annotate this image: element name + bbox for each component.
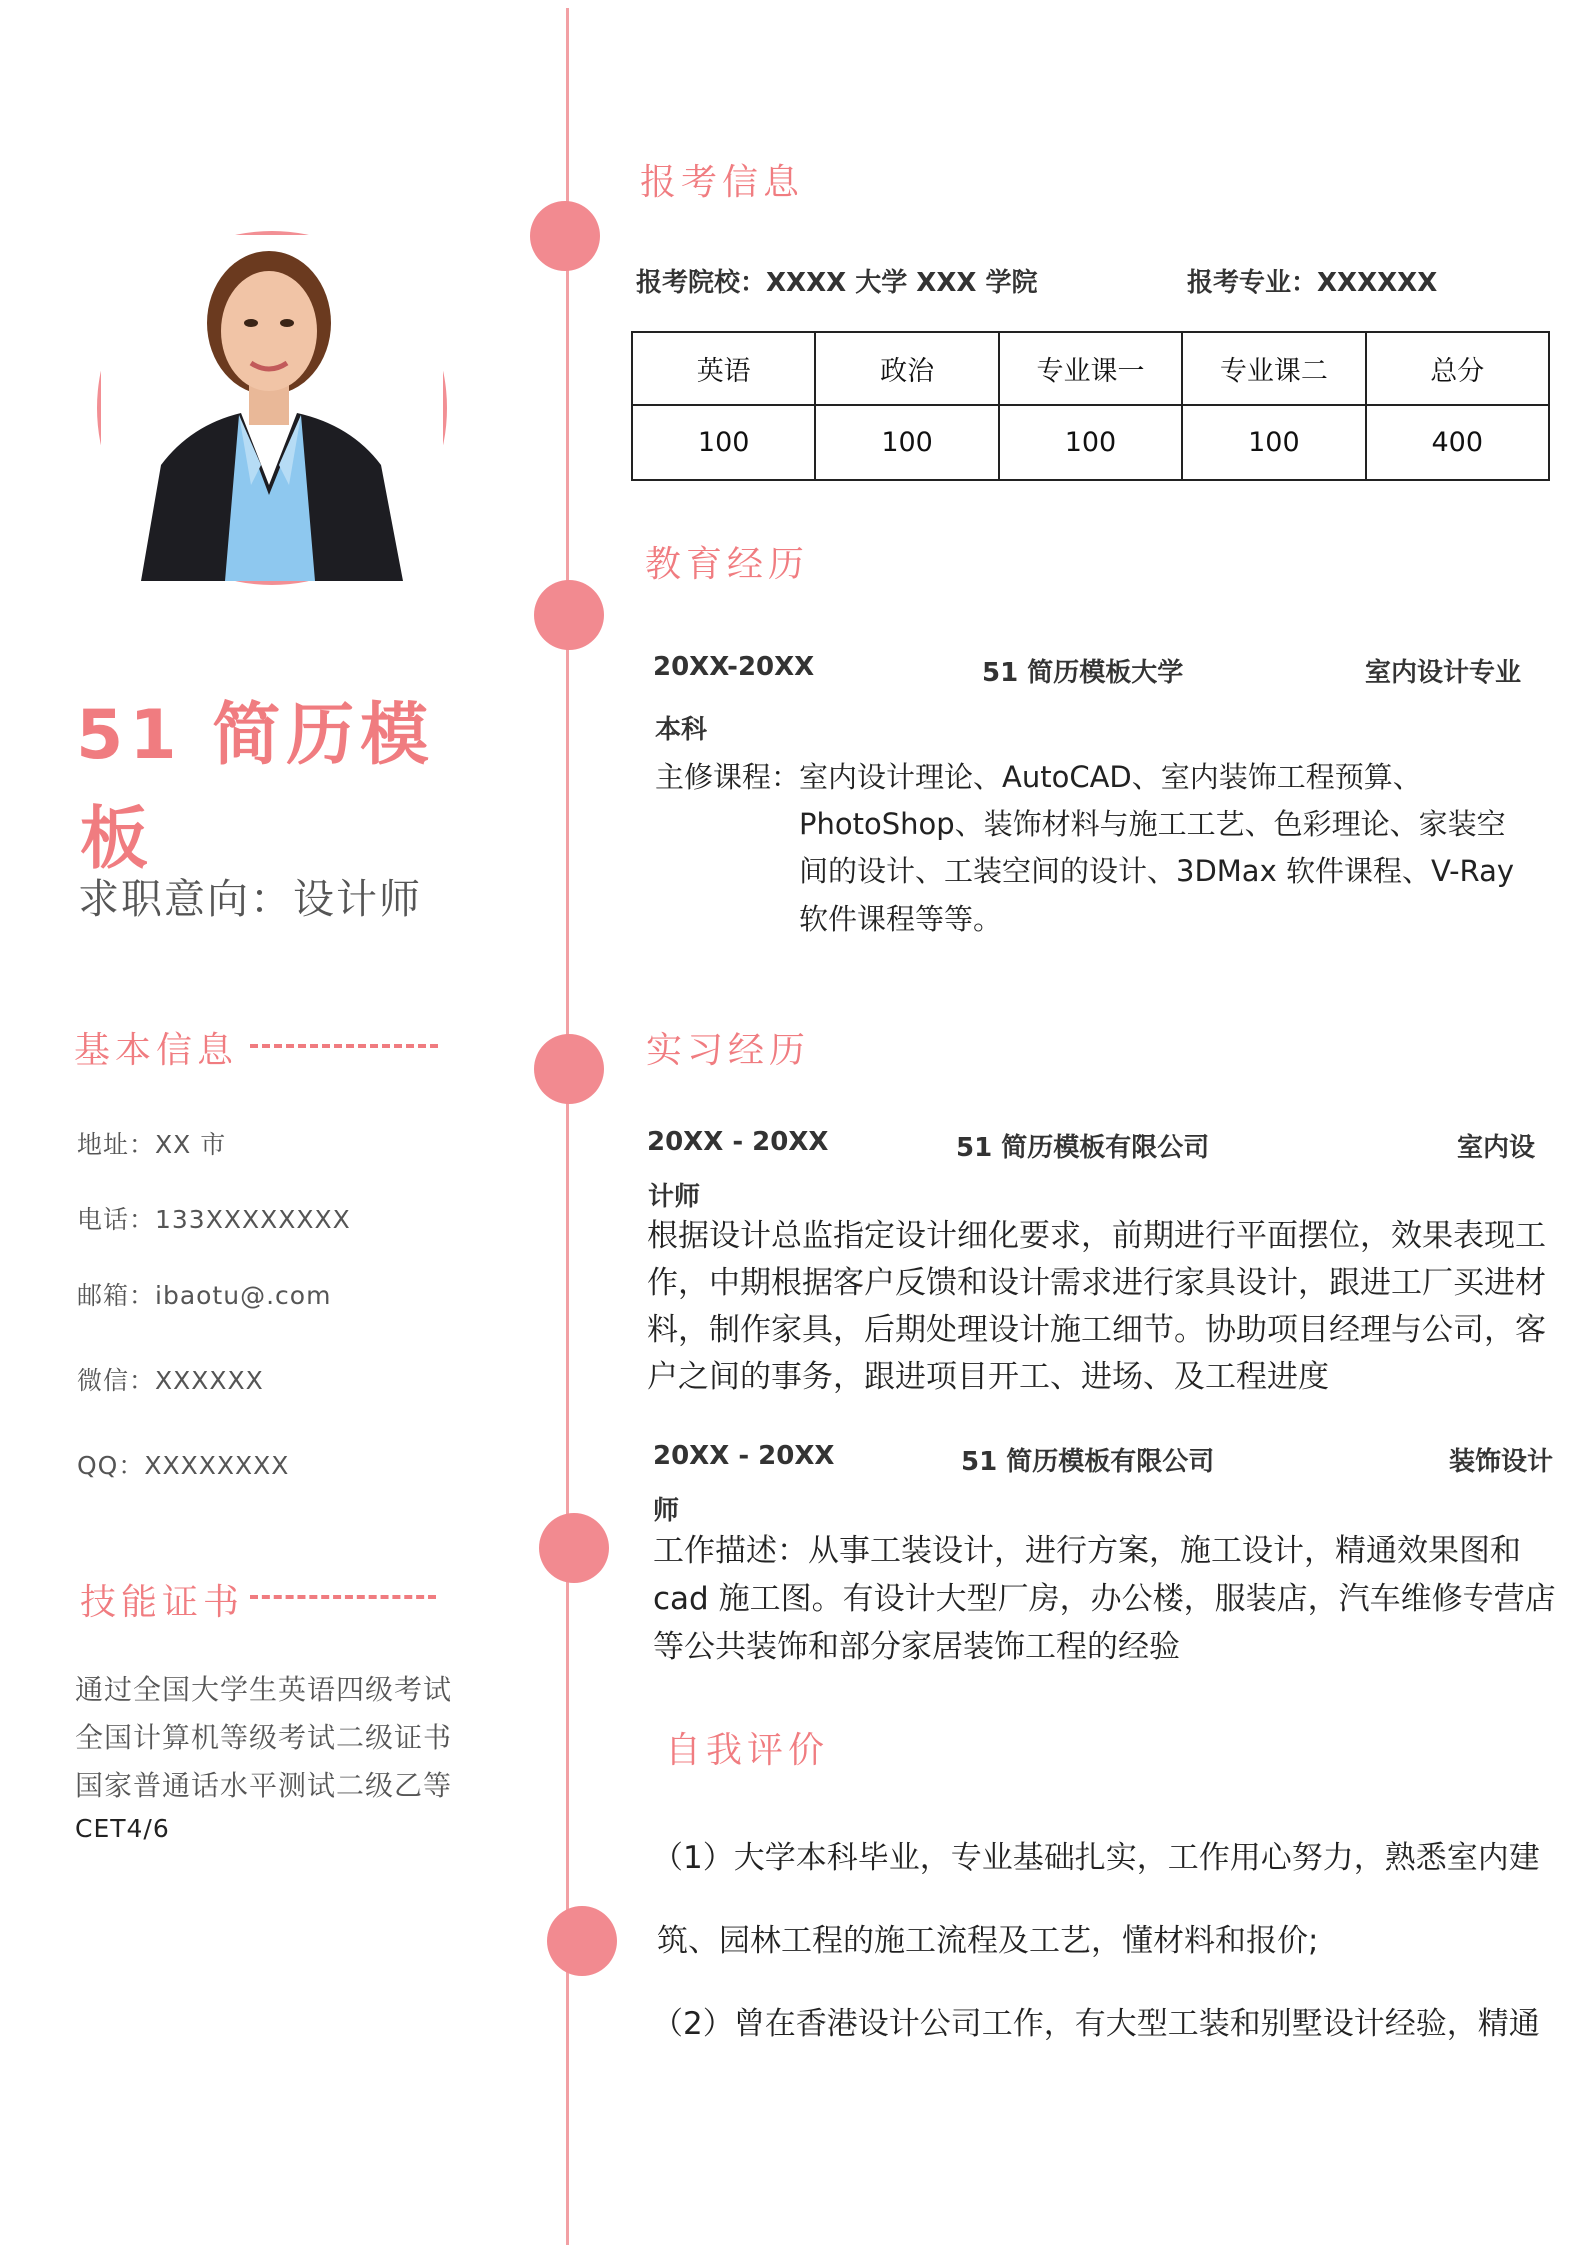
table-cell: 100 — [1182, 405, 1365, 480]
courses-line: PhotoShop、装饰材料与施工工艺、色彩理论、家装空 — [799, 807, 1506, 841]
timeline-dot — [534, 1034, 604, 1104]
skill-item: CET4/6 — [75, 1814, 170, 1843]
table-header: 专业课一 — [999, 332, 1182, 405]
job-line: cad 施工图。有设计大型厂房，办公楼，服装店，汽车维修专营店 — [653, 1581, 1556, 1617]
exam-major: 报考专业：XXXXXX — [1187, 268, 1438, 298]
evaluation-line: （1）大学本科毕业，专业基础扎实，工作用心努力，熟悉室内建 — [652, 1840, 1540, 1876]
job-line: 户之间的事务，跟进项目开工、进场、及工程进度 — [647, 1359, 1329, 1395]
education-title: 教育经历 — [645, 544, 810, 585]
education-period: 20XX-20XX — [653, 652, 815, 682]
score-table — [631, 331, 1550, 481]
table-row — [632, 405, 1549, 480]
job-line: 工作描述：从事工装设计，进行方案，施工设计，精通效果图和 — [653, 1533, 1521, 1569]
job-description — [647, 1213, 1567, 1395]
job-company: 51 简历模板有限公司 — [956, 1133, 1210, 1163]
internship-title: 实习经历 — [646, 1030, 811, 1071]
courses-line: 间的设计、工装空间的设计、3DMax 软件课程、V-Ray — [799, 854, 1515, 888]
wechat: 微信：XXXXXX — [77, 1366, 264, 1395]
job-line: 作，中期根据客户反馈和设计需求进行家具设计，跟进工厂买进材 — [647, 1265, 1546, 1301]
skill-item: 通过全国大学生英语四级考试 — [75, 1673, 453, 1706]
name-line-1: 51 简历模 — [76, 696, 435, 775]
name-line-2: 板 — [80, 800, 149, 879]
portrait-image — [101, 235, 443, 581]
education-major: 室内设计专业 — [1365, 658, 1522, 688]
skill-item: 全国计算机等级考试二级证书 — [75, 1721, 453, 1754]
job-line: 根据设计总监指定设计细化要求，前期进行平面摆位，效果表现工 — [647, 1218, 1546, 1254]
self-evaluation-title: 自我评价 — [665, 1730, 830, 1771]
skill-item: 国家普通话水平测试二级乙等 — [75, 1769, 453, 1802]
address: 地址：XX 市 — [77, 1130, 227, 1159]
table-cell: 100 — [815, 405, 998, 480]
basic-info-title: 基本信息 — [74, 1030, 239, 1071]
table-header: 总分 — [1366, 332, 1549, 405]
job-role-cont: 计师 — [648, 1182, 701, 1212]
evaluation-line: 筑、园林工程的施工流程及工艺，懂材料和报价; — [657, 1923, 1319, 1959]
job-role: 装饰设计 — [1449, 1447, 1554, 1477]
table-header-row — [632, 332, 1549, 405]
phone: 电话：133XXXXXXXX — [77, 1205, 351, 1234]
job-line: 等公共装饰和部分家居装饰工程的经验 — [653, 1629, 1180, 1665]
section-divider — [250, 1044, 438, 1048]
exam-info-title: 报考信息 — [640, 162, 805, 203]
job-role-cont: 师 — [653, 1496, 680, 1526]
courses-line: 软件课程等等。 — [799, 902, 1003, 936]
table-cell: 100 — [999, 405, 1182, 480]
job-line: 料，制作家具，后期处理设计施工细节。协助项目经理与公司，客 — [647, 1312, 1546, 1348]
job-period: 20XX - 20XX — [653, 1441, 835, 1471]
timeline-dot — [534, 580, 604, 650]
timeline-dot — [547, 1906, 617, 1976]
education-school: 51 简历模板大学 — [982, 658, 1184, 688]
table-header: 专业课二 — [1182, 332, 1365, 405]
avatar — [97, 231, 447, 585]
job-company: 51 简历模板有限公司 — [961, 1447, 1215, 1477]
table-header: 英语 — [632, 332, 815, 405]
section-divider — [250, 1595, 436, 1599]
table-cell: 100 — [632, 405, 815, 480]
job-period: 20XX - 20XX — [647, 1127, 829, 1157]
table-cell: 400 — [1366, 405, 1549, 480]
job-role: 室内设 — [1457, 1133, 1536, 1163]
email: 邮箱：ibaotu@.com — [77, 1281, 332, 1310]
job-intention: 求职意向：设计师 — [78, 875, 422, 923]
evaluation-line: （2）曾在香港设计公司工作，有大型工装和别墅设计经验，精通 — [652, 2006, 1540, 2042]
table-header: 政治 — [815, 332, 998, 405]
exam-school: 报考院校：XXXX 大学 XXX 学院 — [636, 268, 1038, 298]
education-degree: 本科 — [655, 715, 708, 745]
timeline-dot — [530, 201, 600, 271]
timeline-dot — [539, 1513, 609, 1583]
skills-title: 技能证书 — [80, 1582, 245, 1623]
courses-line: 室内设计理论、AutoCAD、室内装饰工程预算、 — [799, 760, 1422, 794]
qq: QQ：XXXXXXXX — [77, 1451, 290, 1480]
courses-label: 主修课程： — [655, 760, 801, 794]
